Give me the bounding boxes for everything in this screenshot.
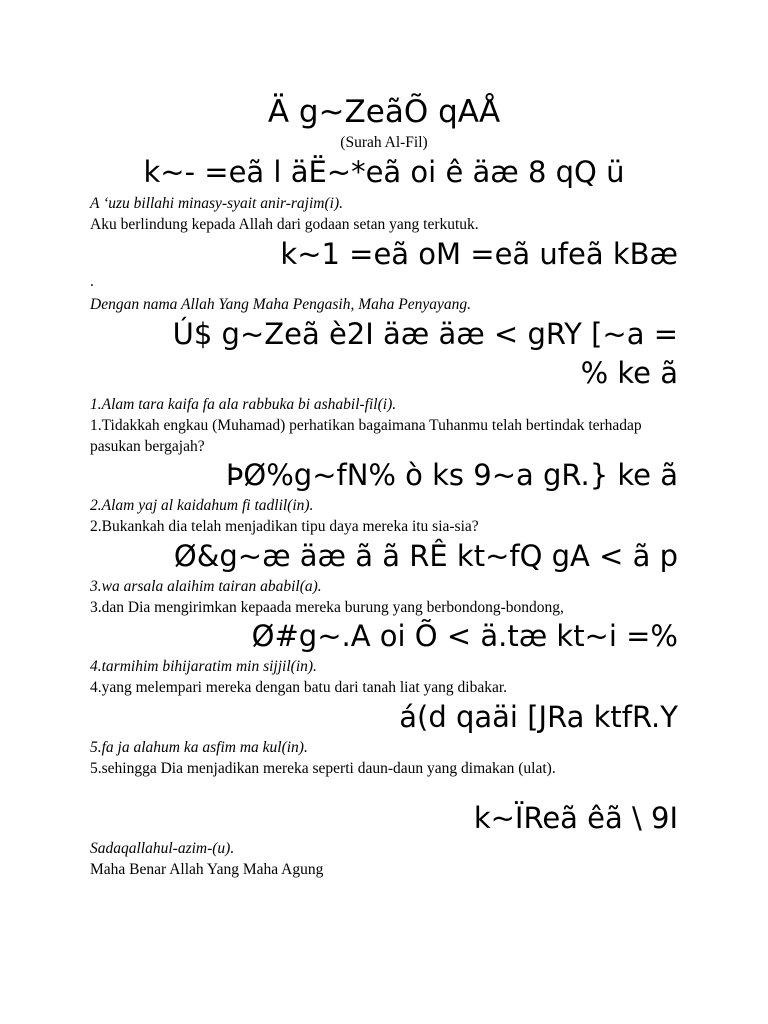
surah-title: Ä g~ZeãÕ qAÅ: [267, 94, 501, 130]
verse-3-arabic: Ø&g~æ äæ ã ã RÊ kt~fQ gA < ã p: [173, 539, 678, 573]
taawudz-latin: A ‘uzu billahi minasy-syait anir-rajim(i).: [90, 195, 343, 212]
surah-subtitle: (Surah Al-Fil): [340, 134, 428, 151]
closing-latin: Sadaqallahul-azim-(u).: [90, 840, 235, 857]
taawudz-arabic: k~- =eã l äË~*eã oi ê äæ 8 qQ ü: [143, 155, 625, 189]
closing-translation: Maha Benar Allah Yang Maha Agung: [90, 861, 324, 878]
verse-1-arabic-continued: % ke ã: [580, 356, 678, 390]
verse-4-translation: 4.yang melempari mereka dengan batu dari tanah liat yang dibakar.: [90, 679, 508, 696]
taawudz-translation: Aku berlindung kepada Allah dari godaan setan yang terkutuk.: [90, 216, 479, 233]
basmalah-translation: Dengan nama Allah Yang Maha Pengasih, Maha Penyayang.: [90, 296, 472, 313]
verse-2-arabic: ÞØ%g~fN% ò ks 9~a gR.} ke ã: [225, 458, 678, 492]
basmalah-dot: .: [90, 273, 94, 290]
verse-4-arabic: Ø#g~.A oi Õ < ä.tæ kt~i =%: [251, 619, 678, 653]
verse-1-latin: 1.Alam tara kaifa fa ala rabbuka bi ashabil-fil(i).: [90, 396, 397, 413]
verse-3-translation: 3.dan Dia mengirimkan kepaada mereka burung yang berbondong-bondong,: [90, 599, 564, 616]
verse-2-latin: 2.Alam yaj al kaidahum fi tadlil(in).: [90, 497, 314, 514]
verse-1-arabic: Ú$ g~Zeã è2I äæ äæ < gRY [~a =: [172, 317, 678, 351]
verse-5-latin: 5.fa ja alahum ka asfim ma kul(in).: [90, 739, 308, 756]
basmalah-arabic: k~1 =eã oM =eã ufeã kBæ: [280, 237, 678, 271]
verse-2-translation: 2.Bukankah dia telah menjadikan tipu daya mereka itu sia-sia?: [90, 518, 479, 535]
verse-5-translation: 5.sehingga Dia menjadikan mereka seperti daun-daun yang dimakan (ulat).: [90, 760, 556, 777]
verse-4-latin: 4.tarmihim bihijaratim min sijjil(in).: [90, 658, 317, 675]
verse-5-arabic: á(d qaäi [JRa ktfR.Y: [399, 700, 678, 734]
closing-arabic: k~ÏReã êã \ 9I: [473, 801, 678, 835]
document-page: [90, 0, 678, 1024]
verse-1-translation: 1.Tidakkah engkau (Muhamad) perhatikan bagaimana Tuhanmu telah bertindak terhadap pasukan bergajah?: [90, 417, 642, 455]
verse-3-latin: 3.wa arsala alaihim tairan ababil(a).: [90, 578, 322, 595]
